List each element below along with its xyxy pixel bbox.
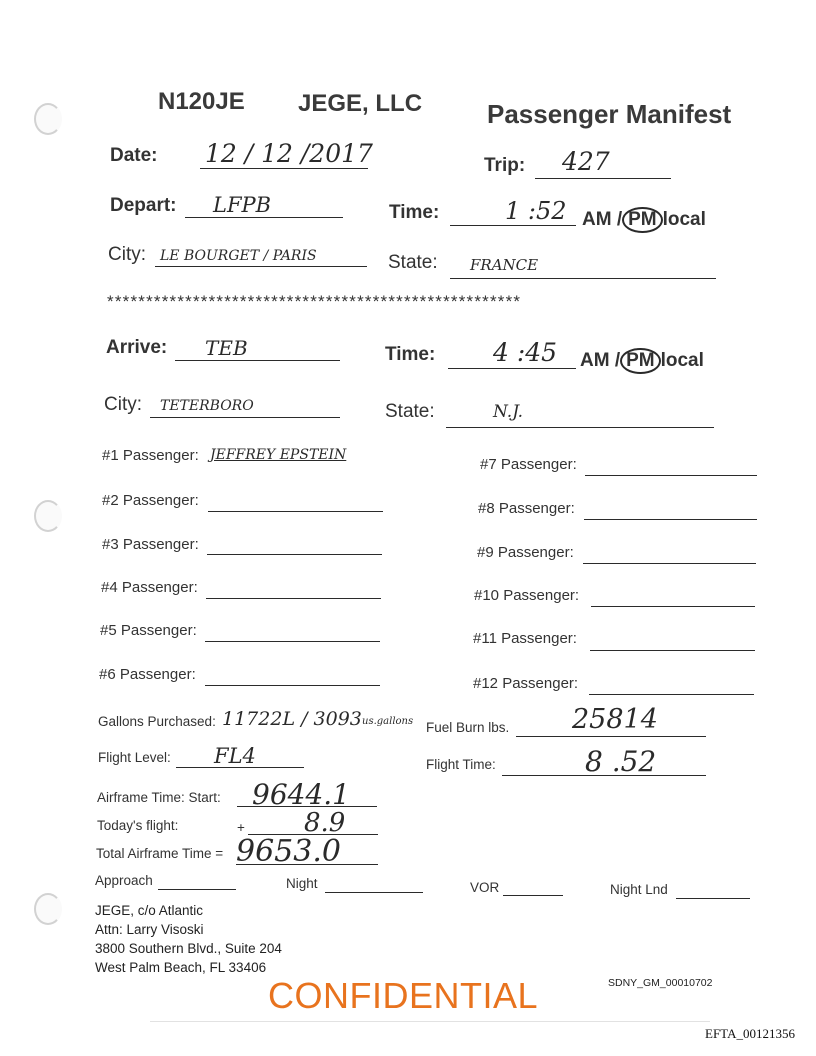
passenger-12-label: #12 Passenger: [473, 675, 579, 692]
passenger-6-line [205, 685, 380, 686]
depart-state-line [450, 278, 716, 279]
total-airframe-label: Total Airframe Time = [96, 846, 224, 861]
trip-label: Trip: [484, 155, 526, 176]
passenger-8-label: #8 Passenger: [478, 500, 575, 517]
arrive-pm-circled: PM [620, 348, 661, 374]
approach-label: Approach [95, 873, 153, 888]
address-line-1: JEGE, c/o Atlantic [95, 903, 204, 918]
address-block [95, 901, 282, 977]
passenger-11-label: #11 Passenger: [473, 630, 577, 647]
night-label: Night [286, 876, 318, 891]
address-line-3: 3800 Southern Blvd., Suite 204 [95, 941, 282, 956]
passenger-8-line [584, 519, 757, 520]
trip-line [535, 178, 671, 179]
todays-flight-plus: + [237, 820, 245, 835]
passenger-10-line [591, 606, 755, 607]
gallons-label: Gallons Purchased: [98, 714, 216, 729]
depart-city-value: LE BOURGET / PARIS [160, 248, 317, 264]
depart-am-label: AM / [582, 209, 623, 230]
fuel-burn-value: 25814 [572, 704, 658, 735]
binder-hole-icon [34, 893, 62, 925]
flight-time-label: Flight Time: [426, 757, 496, 772]
arrive-state-label: State: [385, 401, 435, 422]
depart-time-line [450, 225, 576, 226]
depart-value: LFPB [213, 193, 272, 217]
flight-level-line [176, 767, 304, 768]
address-line-2: Attn: Larry Visoski [95, 922, 204, 937]
passenger-9-line [583, 563, 756, 564]
trip-value: 427 [562, 147, 610, 176]
arrive-label: Arrive: [106, 337, 168, 358]
depart-city-line [155, 266, 367, 267]
depart-label: Depart: [110, 195, 177, 216]
total-airframe-value: 9653.0 [236, 834, 341, 869]
arrive-am-label: AM / [580, 350, 621, 371]
depart-state-value: FRANCE [470, 256, 539, 274]
depart-time-value: 1 :52 [505, 197, 567, 225]
tail-number: N120JE [158, 88, 245, 115]
passenger-12-line [589, 694, 754, 695]
binder-hole-icon [34, 500, 62, 532]
company-name: JEGE, LLC [298, 90, 423, 117]
passenger-3-label: #3 Passenger: [102, 536, 199, 553]
passenger-2-label: #2 Passenger: [102, 492, 199, 509]
separator-stars: ***************************************************** [107, 292, 522, 311]
depart-city-label: City: [108, 244, 146, 265]
arrive-time-value: 4 :45 [493, 338, 558, 367]
night-lnd-label: Night Lnd [610, 882, 668, 897]
passenger-1-value: JEFFREY EPSTEIN [210, 447, 347, 463]
date-line [200, 168, 368, 169]
arrive-time-label: Time: [385, 344, 436, 365]
passenger-7-label: #7 Passenger: [480, 456, 577, 473]
depart-state-label: State: [388, 252, 438, 273]
passenger-6-label: #6 Passenger: [99, 666, 196, 683]
gallons-value: 11722L / 3093 [222, 708, 362, 730]
arrive-city-value: TETERBORO [160, 398, 254, 414]
passenger-9-label: #9 Passenger: [477, 544, 574, 561]
depart-line [185, 217, 343, 218]
flight-level-value: FL4 [214, 744, 256, 768]
night-line [325, 892, 423, 893]
arrive-city-line [150, 417, 340, 418]
arrive-city-label: City: [104, 394, 142, 415]
airframe-start-value: 9644.1 [252, 778, 350, 811]
passenger-11-line [590, 650, 755, 651]
arrive-value: TEB [205, 336, 248, 360]
arrive-line [175, 360, 340, 361]
depart-pm-circled: PM [622, 207, 663, 233]
arrive-state-line [446, 427, 714, 428]
passenger-4-label: #4 Passenger: [101, 579, 198, 596]
passenger-2-line [208, 511, 383, 512]
date-value: 12 / 12 /2017 [205, 139, 373, 168]
efta-number: EFTA_00121356 [705, 1026, 795, 1041]
arrive-state-value: N.J. [493, 402, 524, 422]
vor-line [503, 895, 563, 896]
total-airframe-line [236, 864, 378, 865]
fuel-burn-label: Fuel Burn lbs. [426, 720, 510, 735]
passenger-3-line [207, 554, 382, 555]
confidential-stamp: CONFIDENTIAL [268, 975, 539, 1016]
address-line-4: West Palm Beach, FL 33406 [95, 960, 267, 975]
date-label: Date: [110, 145, 158, 166]
arrive-time-line [448, 368, 576, 369]
airframe-start-label: Airframe Time: Start: [97, 790, 221, 805]
passenger-4-line [206, 598, 381, 599]
page-edge-line [150, 1021, 710, 1022]
flight-time-value: 8 .52 [585, 745, 657, 778]
passenger-1-label: #1 Passenger: [102, 447, 199, 464]
page-title: Passenger Manifest [487, 99, 732, 129]
approach-line [158, 889, 236, 890]
passenger-7-line [585, 475, 757, 476]
gallons-unit: us.gallons [362, 716, 414, 727]
night-lnd-line [676, 898, 750, 899]
flight-level-label: Flight Level: [98, 750, 171, 765]
bates-number: SDNY_GM_00010702 [608, 977, 713, 989]
todays-flight-value: 8.9 [304, 808, 346, 838]
todays-flight-label: Today's flight: [97, 818, 179, 833]
fuel-burn-line [516, 736, 706, 737]
passenger-5-label: #5 Passenger: [100, 622, 197, 639]
passenger-10-label: #10 Passenger: [474, 587, 580, 604]
depart-time-label: Time: [389, 202, 440, 223]
depart-local-label: local [662, 209, 706, 230]
vor-label: VOR [470, 880, 500, 895]
passenger-5-line [205, 641, 380, 642]
arrive-local-label: local [660, 350, 704, 371]
binder-hole-icon [34, 103, 62, 135]
airframe-start-line [237, 806, 377, 807]
flight-time-line [502, 775, 706, 776]
